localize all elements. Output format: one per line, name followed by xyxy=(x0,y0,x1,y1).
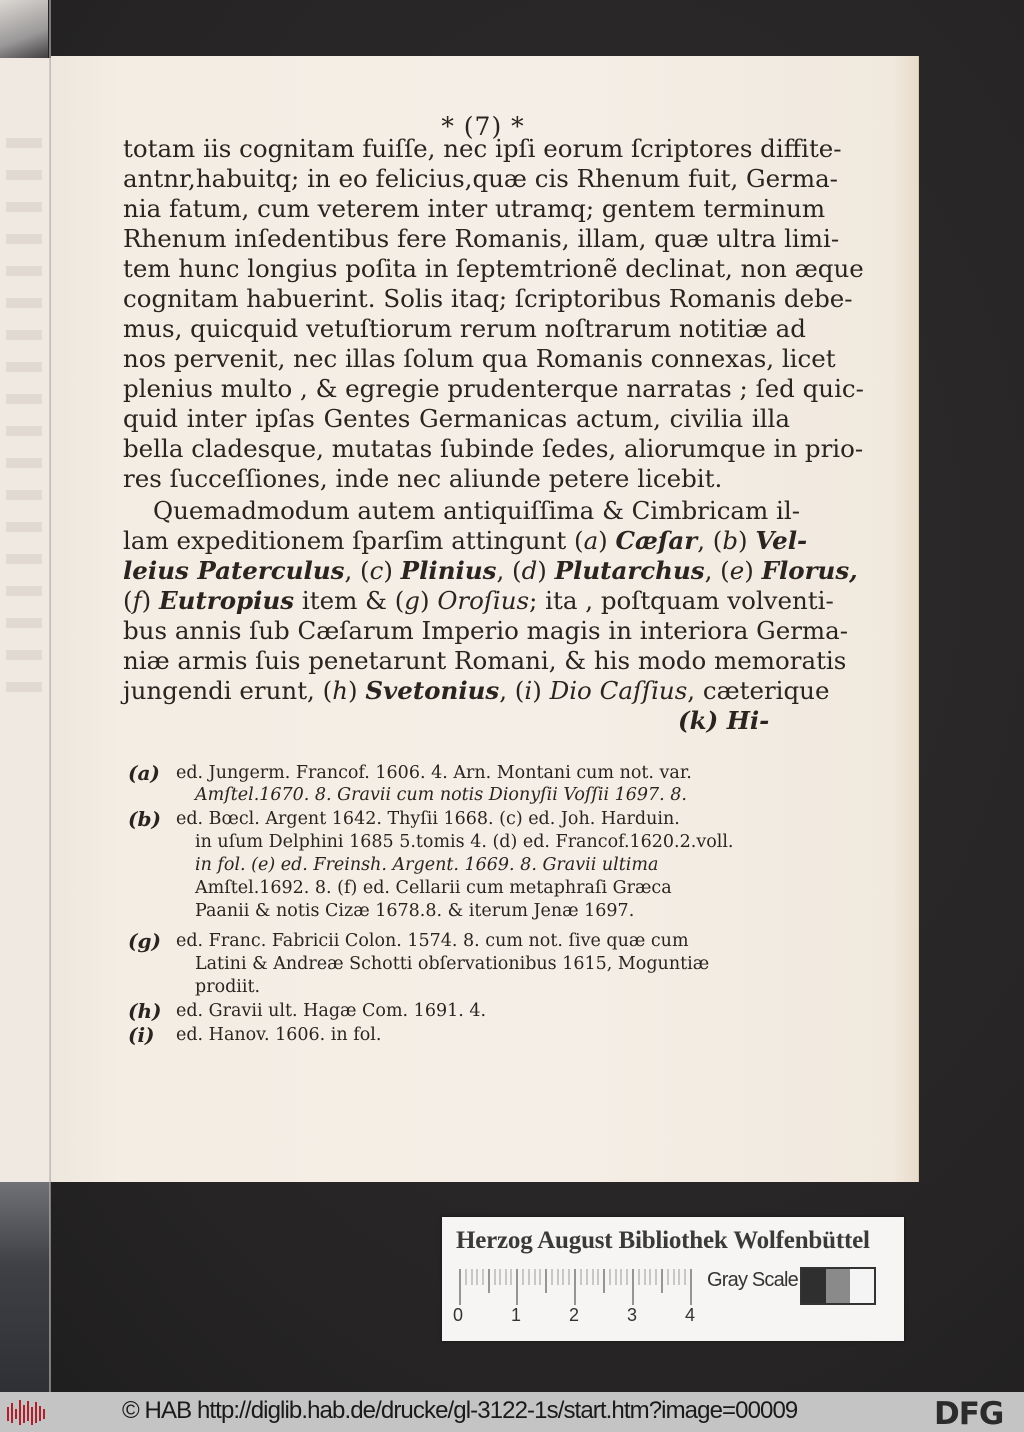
ruler-number: 0 xyxy=(453,1305,464,1325)
page-number: * (7) * xyxy=(441,112,525,141)
catchword: (k) Hi- xyxy=(678,706,770,735)
paragraph2-line: Quemadmodum autem antiquiſſima & Cimbricam il- xyxy=(153,496,801,525)
body-line: tem hunc longius poſita in ſeptemtrionẽ declinat, non æque xyxy=(123,254,864,283)
gray-scale-label: Gray Scale xyxy=(707,1269,798,1291)
ruler-scale xyxy=(459,1269,699,1307)
ruler-number: 2 xyxy=(569,1305,580,1325)
body-line: totam iis cognitam fuiſſe, nec ipſi eorum ſcriptores diffite- xyxy=(123,134,842,163)
body-line: plenius multo , & egregie prudenterque narratas ; ſed quic- xyxy=(123,374,864,403)
body-line: Rhenum inſedentibus fere Romanis, illam, quæ ultra limi- xyxy=(123,224,840,253)
ruler-number: 1 xyxy=(511,1305,522,1325)
paragraph2-line: niæ armis ſuis penetarunt Romani, & his modo memoratis xyxy=(123,646,847,675)
dfg-logo-icon[interactable]: DFG xyxy=(934,1396,1004,1432)
body-line: mus, quicquid vetuſtiorum rerum noſtrarum notitiæ ad xyxy=(123,314,806,343)
gray-scale-swatches xyxy=(800,1267,876,1305)
body-line: res ſucceſſiones, inde nec aliunde petere licebit. xyxy=(123,464,723,493)
body-line: bella cladesque, mutatas ſubinde ſedes, aliorumque in prio- xyxy=(123,434,864,463)
hab-logo-icon[interactable] xyxy=(6,1397,46,1427)
library-label-card xyxy=(442,1217,904,1341)
left-facing-page xyxy=(0,58,51,1182)
swatch-mid xyxy=(826,1269,850,1303)
ruler-ticks-icon xyxy=(459,1269,699,1309)
footer-credit-bar xyxy=(0,1392,1024,1432)
swatch-dark xyxy=(802,1269,826,1303)
library-name: Herzog August Bibliothek Wolfenbüttel xyxy=(456,1227,870,1254)
paragraph2-line: bus annis ſub Cæſarum Imperio magis in interiora Germa- xyxy=(123,616,849,645)
body-line: nos pervenit, nec illas ſolum qua Romanis connexas, licet xyxy=(123,344,836,373)
book-page: * (7) * totam iis cognitam fuiſſe, nec ipſi eorum ſcriptores diffite- antnr,habuitq; in eo felicius,quæ cis Rhenum fuit, Germa- nia fatum, cum veterem inter utramq; gentem terminum Rhenum inſedentibus fere Romanis, illam, quæ ultra limi- tem hunc longius poſita in ſeptemtrionẽ declinat, non æque cognitam habuerint. Solis itaq; ſcriptoribus Romanis debe- mus, quicquid vetuſtiorum rerum noſtrarum notitiæ ad nos pervenit, nec illas ſolum qua Romanis connexas, licet plenius multo , & egregie prudenterque narratas ; ſed quic- quid inter ipſas Gentes Germanicas actum, civilia illa bella cladesque, mutatas ſubinde ſedes, aliorumque in prio- res ſucceſſiones, inde nec aliunde petere licebit. Quemadmodum autem antiquiſſima & Cimbricam il- lam expeditionem ſparſim attingunt (a) Cæſar, (b) Vel- leius Paterculus, (c) Plinius, (d) Plutarchus, (e) Florus, (f) Eutropius item & (g) Oroſius; ita , poſtquam volventi- bus annis ſub Cæſarum Imperio magis in interiora Germa- niæ armis ſuis penetarunt Romani, & his modo memoratis jungendi erunt, (h) Svetonius, (i) Dio Caſſius, cæterique (k) Hi- (a) ed. Jungerm. Francof. 1606. 4. Arn. Montani cum not. var. Amſtel.1670. 8. Gravii cum notis Dionyſii Voſſii 1697. 8. (b) ed. Bœcl. Argent 1642. Thyſii 1668. (c) ed. Joh. Harduin. in uſum Delphini 1685 5.tomis 4. (d) ed. Francof.1620.2.voll. in fol. (e) ed. Freinsh. Argent. 1669. 8. Gravii ultima Amſtel.1692. 8. (f) ed. Cellarii cum metaphraſi Græca Paanii & notis Cizæ 1678.8. & iterum Jenæ 1697. (g) ed. Franc. Fabricii Colon. 1574. 8. cum not. ſive quæ cum Latini & Andreæ Schotti obſervationibus 1615, Moguntiæ prodiit. (h) ed. Gravii ult. Hagæ Com. 1691. 4. (i) ed. Hanov. 1606. in fol. xyxy=(51,56,918,1182)
paragraph2-line: jungendi erunt, (h) Svetonius, (i) Dio Caſſius, cæterique xyxy=(123,676,830,705)
body-line: nia fatum, cum veterem inter utramq; gentem terminum xyxy=(123,194,826,223)
body-line: cognitam habuerint. Solis itaq; ſcriptoribus Romanis debe- xyxy=(123,284,853,313)
left-page-shadow xyxy=(0,1182,50,1392)
paragraph2-line: (f) Eutropius item & (g) Oroſius; ita , poſtquam volventi- xyxy=(123,586,834,615)
body-line: quid inter ipſas Gentes Germanicas actum, civilia illa xyxy=(123,404,790,433)
swatch-light xyxy=(850,1269,874,1303)
ruler-number: 4 xyxy=(685,1305,696,1325)
paragraph2-line: lam expeditionem ſparſim attingunt (a) Cæſar, (b) Vel- xyxy=(123,526,808,555)
body-line: antnr,habuitq; in eo felicius,quæ cis Rhenum fuit, Germa- xyxy=(123,164,838,193)
ruler-number: 3 xyxy=(627,1305,638,1325)
credit-link[interactable]: © HAB http://diglib.hab.de/drucke/gl-3122-1s/start.htm?image=00009 xyxy=(122,1397,798,1424)
paragraph2-line: leius Paterculus, (c) Plinius, (d) Plutarchus, (e) Florus, xyxy=(123,556,858,585)
left-page-corner xyxy=(0,0,48,60)
